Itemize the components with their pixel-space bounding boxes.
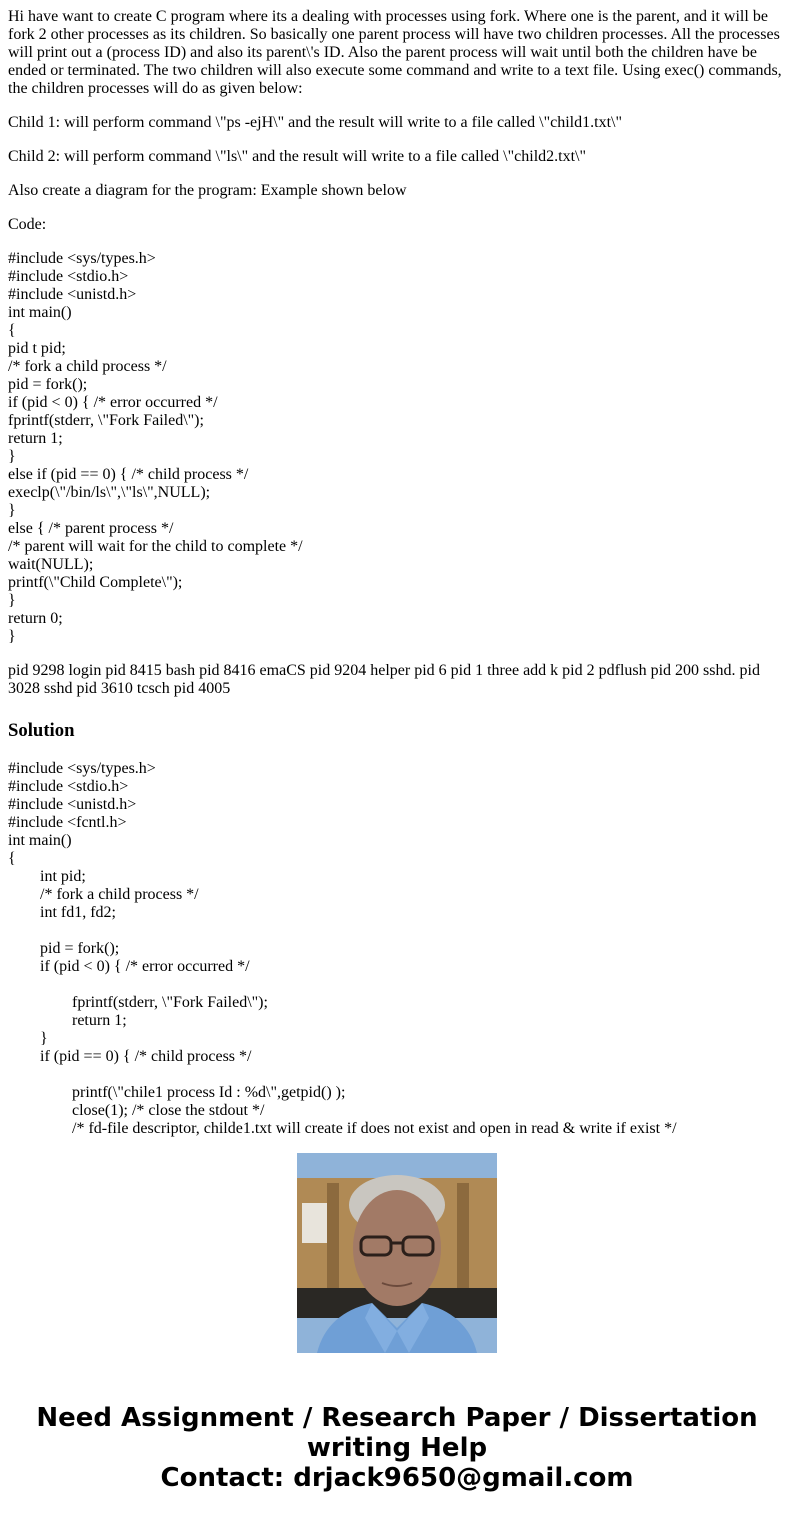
code-line: } bbox=[8, 628, 16, 645]
solution-heading: Solution bbox=[8, 720, 75, 741]
code-line: else { /* parent process */ bbox=[8, 520, 174, 537]
code-line: { bbox=[8, 322, 16, 339]
code-line: } bbox=[8, 592, 16, 609]
code-line: #include <sys/types.h> bbox=[8, 760, 156, 777]
code-line: if (pid == 0) { /* child process */ bbox=[40, 1048, 252, 1065]
code-line: printf(\"chile1 process Id : %d\",getpid() ); bbox=[72, 1084, 346, 1101]
code-line: #include <unistd.h> bbox=[8, 796, 137, 813]
child2-instruction: Child 2: will perform command \"ls\" and the result will write to a file called \"child2.txt\" bbox=[8, 148, 587, 165]
code-line: /* fork a child process */ bbox=[40, 886, 199, 903]
solution-code-block bbox=[8, 760, 786, 1138]
promo-line-2: writing Help bbox=[306, 1433, 488, 1463]
code-line: #include <stdio.h> bbox=[8, 268, 129, 285]
code-line bbox=[8, 1066, 786, 1084]
author-photo-icon bbox=[297, 1153, 497, 1353]
diagram-note: Also create a diagram for the program: Example shown below bbox=[8, 182, 407, 199]
code-line: #include <unistd.h> bbox=[8, 286, 137, 303]
code-line: fprintf(stderr, \"Fork Failed\"); bbox=[8, 412, 204, 429]
promo-contact: Contact: drjack9650@gmail.com bbox=[160, 1463, 634, 1493]
code-line: pid = fork(); bbox=[40, 940, 120, 957]
code-label: Code: bbox=[8, 216, 47, 233]
code-line: pid t pid; bbox=[8, 340, 66, 357]
promo-footer bbox=[0, 1403, 794, 1493]
code-line: return 1; bbox=[8, 430, 63, 447]
code-line: close(1); /* close the stdout */ bbox=[72, 1102, 265, 1119]
code-line: #include <fcntl.h> bbox=[8, 814, 127, 831]
code-line: int main() bbox=[8, 832, 72, 849]
code-line: if (pid < 0) { /* error occurred */ bbox=[40, 958, 250, 975]
code-line: } bbox=[8, 502, 16, 519]
child1-instruction: Child 1: will perform command \"ps -ejH\" and the result will write to a file called \"child1.txt\" bbox=[8, 114, 622, 131]
code-line: } bbox=[8, 448, 16, 465]
code-line: if (pid < 0) { /* error occurred */ bbox=[8, 394, 218, 411]
code-line: #include <stdio.h> bbox=[8, 778, 129, 795]
code-line bbox=[8, 976, 786, 994]
code-line: int pid; bbox=[40, 868, 86, 885]
code-line: /* parent will wait for the child to complete */ bbox=[8, 538, 303, 555]
code-line: } bbox=[40, 1030, 48, 1047]
code-line: return 1; bbox=[72, 1012, 127, 1029]
code-line: { bbox=[8, 850, 16, 867]
question-code-block bbox=[8, 250, 786, 646]
code-line bbox=[8, 922, 786, 940]
code-line: wait(NULL); bbox=[8, 556, 94, 573]
question-intro: Hi have want to create C program where its a dealing with processes using fork. Where one is the parent, and it will be fork 2 other processes as its children. So basically one parent process will have two children processes. All the processes will print out a (process ID) and also its parent\'s ID. Also the parent process will wait until both the children have be ended or terminated. The two children will also execute some command and write to a text file. Using exec() commands, the children processes will do as given below: bbox=[8, 8, 782, 97]
code-line: fprintf(stderr, \"Fork Failed\"); bbox=[72, 994, 268, 1011]
code-line: #include <sys/types.h> bbox=[8, 250, 156, 267]
code-line: /* fd-file descriptor, childe1.txt will create if does not exist and open in read & write if exist */ bbox=[72, 1120, 677, 1137]
code-line: int main() bbox=[8, 304, 72, 321]
code-line: int fd1, fd2; bbox=[40, 904, 116, 921]
code-line: execlp(\"/bin/ls\",\"ls\",NULL); bbox=[8, 484, 211, 501]
document-body bbox=[8, 8, 786, 1137]
author-avatar bbox=[297, 1153, 497, 1353]
code-line: printf(\"Child Complete\"); bbox=[8, 574, 183, 591]
code-line: return 0; bbox=[8, 610, 63, 627]
question-and-solution bbox=[8, 8, 786, 1137]
code-line: /* fork a child process */ bbox=[8, 358, 167, 375]
code-line: pid = fork(); bbox=[8, 376, 88, 393]
code-line: else if (pid == 0) { /* child process */ bbox=[8, 466, 249, 483]
process-diagram-text: pid 9298 login pid 8415 bash pid 8416 emaCS pid 9204 helper pid 6 pid 1 three add k pid 2 pdflush pid 200 sshd. pid 3028 sshd pid 3610 tcsch pid 4005 bbox=[8, 662, 760, 697]
promo-line-1: Need Assignment / Research Paper / Dissertation bbox=[36, 1403, 758, 1433]
